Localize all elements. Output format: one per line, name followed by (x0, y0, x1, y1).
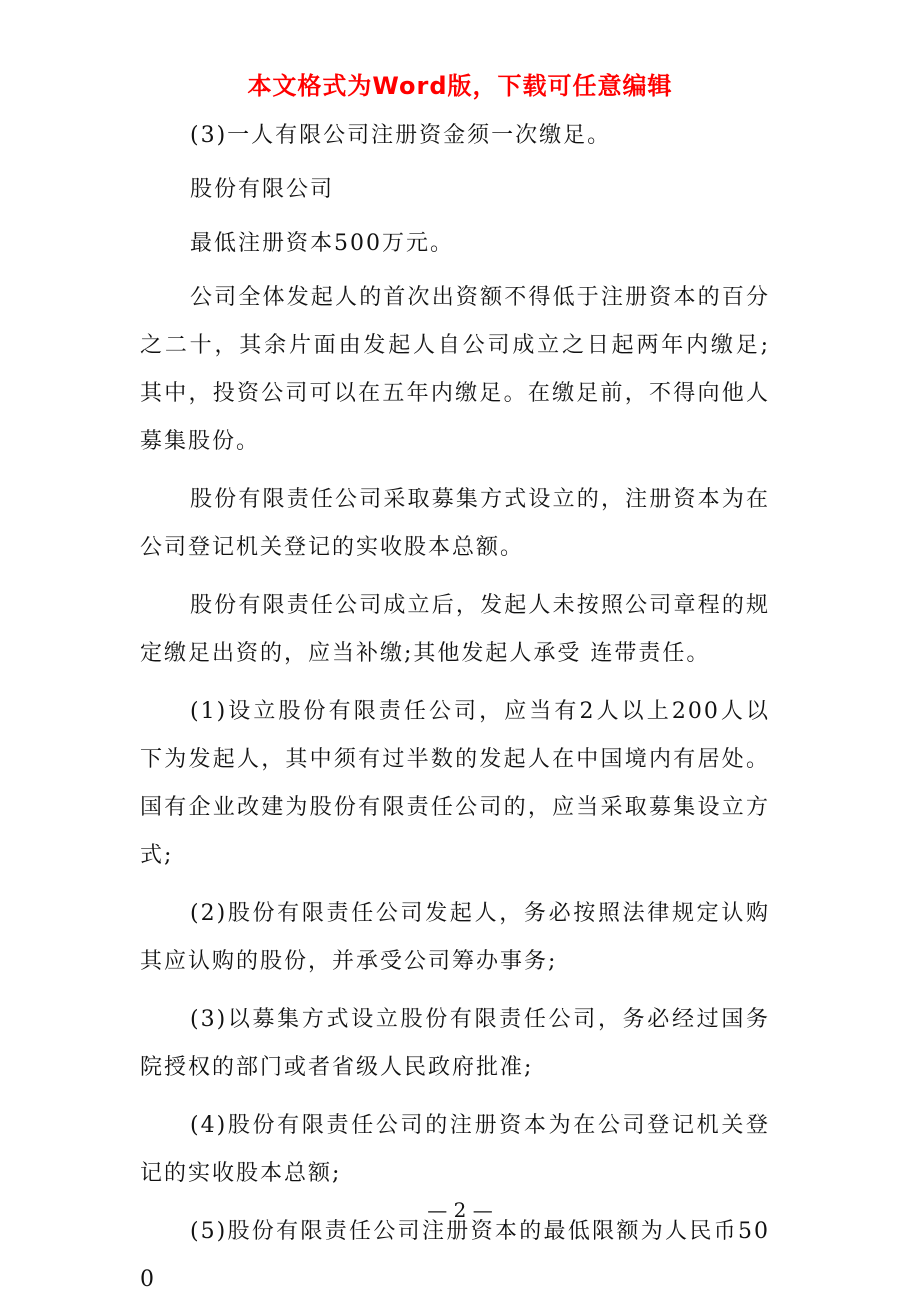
paragraph-promoter-liability: 股份有限责任公司成立后，发起人未按照公司章程的规定缴足出资的，应当补缴;其他发起人承受 连带责任。 (140, 593, 770, 666)
paragraph-joint-stock-company-heading: 股份有限公司 (190, 177, 335, 202)
paragraph-initial-contribution: 公司全体发起人的首次出资额不得低于注册资本的百分之二十，其余片面由发起人自公司成立之日起两年内缴足;其中，投资公司可以在五年内缴足。在缴足前，不得向他人募集股份。 (140, 285, 770, 454)
paragraph-one-person-company-capital: (3)一人有限公司注册资金须一次缴足。 (190, 123, 612, 148)
document-body (140, 112, 770, 1314)
paragraph-item-4-registered-capital: (4)股份有限责任公司的注册资本为在公司登记机关登记的实收股本总额; (140, 1113, 770, 1186)
paragraph-item-1-promoters: (1)设立股份有限责任公司，应当有2人以上200人以下为发起人，其中须有过半数的发起人在中国境内有居处。国有企业改建为股份有限责任公司的，应当采取募集设立方式; (140, 699, 770, 868)
paragraph-minimum-registered-capital: 最低注册资本500万元。 (190, 231, 454, 256)
paragraph-item-2-subscription: (2)股份有限责任公司发起人，务必按照法律规定认购其应认购的股份，并承受公司筹办事务; (140, 901, 770, 974)
page-number: — 2 — (427, 1198, 493, 1222)
paragraph-item-5-minimum-limit: (5)股份有限责任公司注册资本的最低限额为人民币500 (140, 1219, 770, 1292)
paragraph-raising-method-capital: 股份有限责任公司采取募集方式设立的，注册资本为在公司登记机关登记的实收股本总额。 (140, 487, 770, 560)
word-format-notice: 本文格式为Word版，下载可任意编辑 (247, 72, 673, 100)
paragraph-item-3-approval: (3)以募集方式设立股份有限责任公司，务必经过国务院授权的部门或者省级人民政府批准; (140, 1007, 770, 1080)
